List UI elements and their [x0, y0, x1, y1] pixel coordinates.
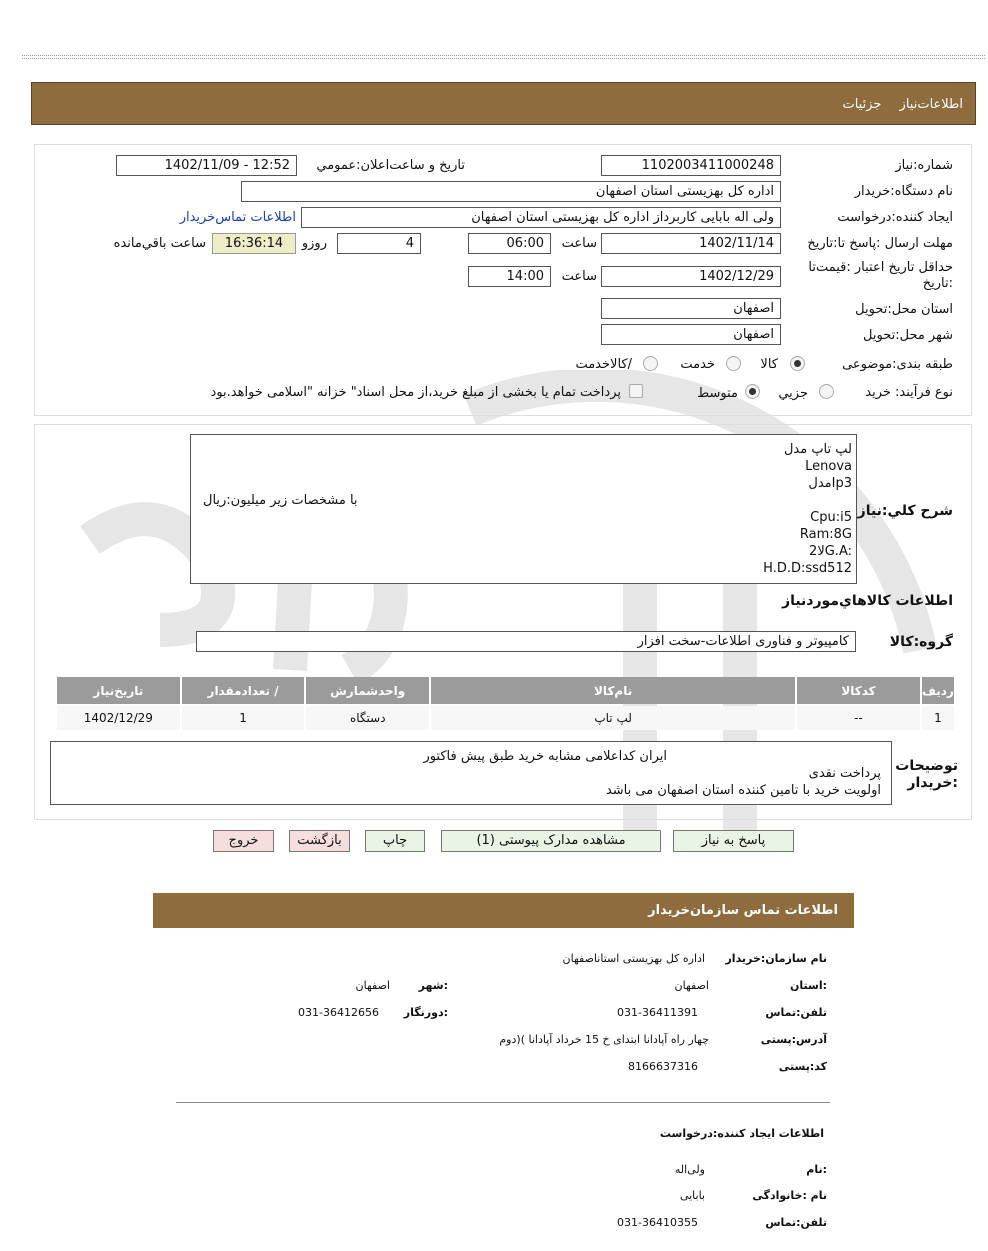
category-label: طبقه بندی:موضوعی: [842, 357, 953, 372]
category-option-goods-service: /کالاخدمت: [575, 357, 632, 372]
exit-button[interactable]: خروج: [213, 830, 274, 852]
category-radio-goods-service[interactable]: [643, 356, 658, 371]
reply-button[interactable]: پاسخ به نیاز: [673, 830, 794, 852]
validity-label: حداقل تاریخ اعتبار :قیمت‌تا :تاریخ: [808, 260, 953, 291]
validity-time-field: 14:00: [468, 266, 551, 287]
postal-value: 8166637316: [628, 1060, 698, 1073]
category-option-service: خدمت: [680, 357, 715, 372]
goods-table: [55, 675, 956, 732]
creator-family-label: نام :خانوادگی: [752, 1189, 827, 1202]
process-label: نوع فرآیند: خرید: [865, 385, 953, 400]
validity-date-field: 1402/12/29: [601, 266, 781, 287]
summary-line: Cpu:i5: [810, 510, 852, 525]
deadline-time-label: ساعت: [561, 236, 597, 251]
process-radio-partial[interactable]: [819, 384, 834, 399]
fax-value: 031-36412656: [298, 1006, 379, 1019]
announce-field: 1402/11/09 - 12:52: [116, 155, 297, 176]
goods-table-header: [57, 677, 954, 704]
phone-value: 031-36411391: [617, 1006, 698, 1019]
notes-line: اولویت خرید با تامین کننده استان اصفهان می باشد: [605, 783, 881, 798]
deadline-date-field: 1402/11/14: [601, 233, 781, 254]
remaining-timer: 16:36:14: [212, 233, 296, 254]
attachments-button[interactable]: مشاهده مدارک پیوستی (1): [441, 830, 661, 852]
buyer-notes-label: توضیحات :خریدار: [895, 758, 958, 791]
notes-line: پرداخت نقدی: [808, 766, 881, 781]
days-field: 4: [337, 233, 421, 254]
category-radio-service[interactable]: [726, 356, 741, 371]
page-header: [31, 82, 976, 125]
creator-phone-value: 031-36410355: [617, 1216, 698, 1229]
fax-label: :دورنگار: [403, 1006, 448, 1019]
deadline-time-field: 06:00: [468, 233, 551, 254]
goods-group-field: کامپیوتر و فناوری اطلاعات-سخت افزار: [196, 631, 856, 652]
city-field: اصفهان: [601, 324, 781, 345]
province-label: استان محل:تحویل: [855, 302, 953, 317]
tab-need-info[interactable]: اطلاعات‌نیاز: [899, 97, 963, 112]
col-row: ردیف: [922, 677, 954, 704]
cell-unit: دستگاه: [306, 706, 429, 730]
goods-section-title: اطلاعات کالاهاي‌موردنیاز: [782, 593, 953, 609]
goods-group-label: گروه:کالا: [889, 634, 953, 650]
address-value: چهار راه آپادانا ابتدای خ 15 خرداد آپادانا )(دوم: [499, 1033, 709, 1046]
summary-line: Lenova: [805, 459, 852, 474]
announce-label: تاریخ و ساعت‌اعلان:عمومي: [316, 158, 465, 173]
top-divider: [22, 55, 985, 59]
buyer-notes-box: [50, 741, 892, 805]
cell-qty: 1: [182, 706, 305, 730]
tab-details[interactable]: جزئیات: [842, 97, 882, 112]
phone-label: تلفن:تماس: [765, 1006, 827, 1019]
contact-title: اطلاعات تماس سازمان‌خریدار: [648, 903, 838, 918]
summary-line: مدلIp3: [808, 476, 852, 491]
col-name: نام‌کالا: [431, 677, 795, 704]
print-button[interactable]: چاپ: [365, 830, 425, 852]
contact-divider: [176, 1102, 830, 1103]
org-value: اداره کل بهزیستی استاناصفهان: [562, 952, 705, 965]
treasury-payment-note: پرداخت تمام یا بخشی از مبلغ خرید،از محل اسناد" خزانه "اسلامی خواهد.بود: [210, 385, 621, 400]
city-label: شهر محل:تحویل: [863, 328, 953, 343]
process-option-medium: متوسط: [697, 386, 738, 401]
back-button[interactable]: بازگشت: [289, 830, 350, 852]
cell-code: --: [797, 706, 920, 730]
category-option-goods: کالا: [760, 357, 778, 372]
category-radio-goods[interactable]: [790, 356, 805, 371]
cell-date: 1402/12/29: [57, 706, 180, 730]
creator-phone-label: تلفن:تماس: [765, 1216, 827, 1229]
province-contact-label: :استان: [790, 979, 827, 992]
treasury-payment-checkbox[interactable]: [629, 384, 643, 398]
buyer-label: نام دستگاه:خریدار: [854, 184, 953, 199]
buyer-field: اداره کل بهزیستی استان اصفهان: [241, 181, 781, 202]
creator-label: ایجاد کننده:درخواست: [837, 210, 953, 225]
address-label: آدرس:پستی: [760, 1033, 827, 1046]
creator-field: ولی اله بابایی کاربرداز اداره کل بهزیستی استان اصفهان: [301, 207, 781, 228]
contact-header: [153, 893, 854, 928]
col-unit: واحدشمارش: [306, 677, 429, 704]
col-date: تاریخ‌نیاز: [57, 677, 180, 704]
creator-family-value: بابایی: [679, 1189, 705, 1202]
cell-row: 1: [922, 706, 954, 730]
summary-line: لپ تاپ مدل: [783, 442, 852, 457]
col-code: کدکالا: [797, 677, 920, 704]
province-field: اصفهان: [601, 298, 781, 319]
creator-name-value: ولی‌اله: [674, 1163, 705, 1176]
process-radio-medium[interactable]: [745, 384, 760, 399]
summary-line: با مشخصات زیر میلیون:ریال: [203, 493, 358, 508]
city-contact-value: اصفهان: [355, 979, 390, 992]
creator-info-title: اطلاعات ایجاد کننده:درخواست: [659, 1127, 824, 1140]
cell-name: لپ تاپ: [431, 706, 795, 730]
col-qty: / تعدادمقدار: [182, 677, 305, 704]
org-label: نام سازمان:خریدار: [725, 952, 827, 965]
buyer-contact-link[interactable]: اطلاعات تماس‌خریدار: [179, 210, 296, 225]
process-option-partial: جزیي: [778, 386, 808, 401]
need-number-field: 1102003411000248: [601, 155, 781, 176]
summary-line: Ram:8G: [799, 527, 852, 542]
creator-name-label: :نام: [806, 1163, 827, 1176]
table-row: [57, 706, 954, 730]
need-number-label: شماره:نیاز: [895, 158, 953, 173]
notes-line: ایران کداعلامی مشابه خرید طبق پیش فاکتور: [423, 749, 667, 764]
postal-label: کد:پستی: [778, 1060, 827, 1073]
days-label: روزو: [301, 236, 327, 251]
summary-line: 2لاG.A:: [809, 544, 852, 559]
deadline-label: مهلت ارسال :پاسخ تا:تاریخ: [807, 236, 953, 251]
province-contact-value: اصفهان: [674, 979, 709, 992]
validity-time-label: ساعت: [561, 269, 597, 284]
summary-box: [190, 434, 857, 584]
summary-label: شرح کلي:نیاز: [857, 503, 953, 519]
summary-line: H.D.D:ssd512: [763, 561, 852, 576]
remaining-label: ساعت باقي‌مانده: [113, 236, 206, 251]
city-contact-label: :شهر: [418, 979, 448, 992]
